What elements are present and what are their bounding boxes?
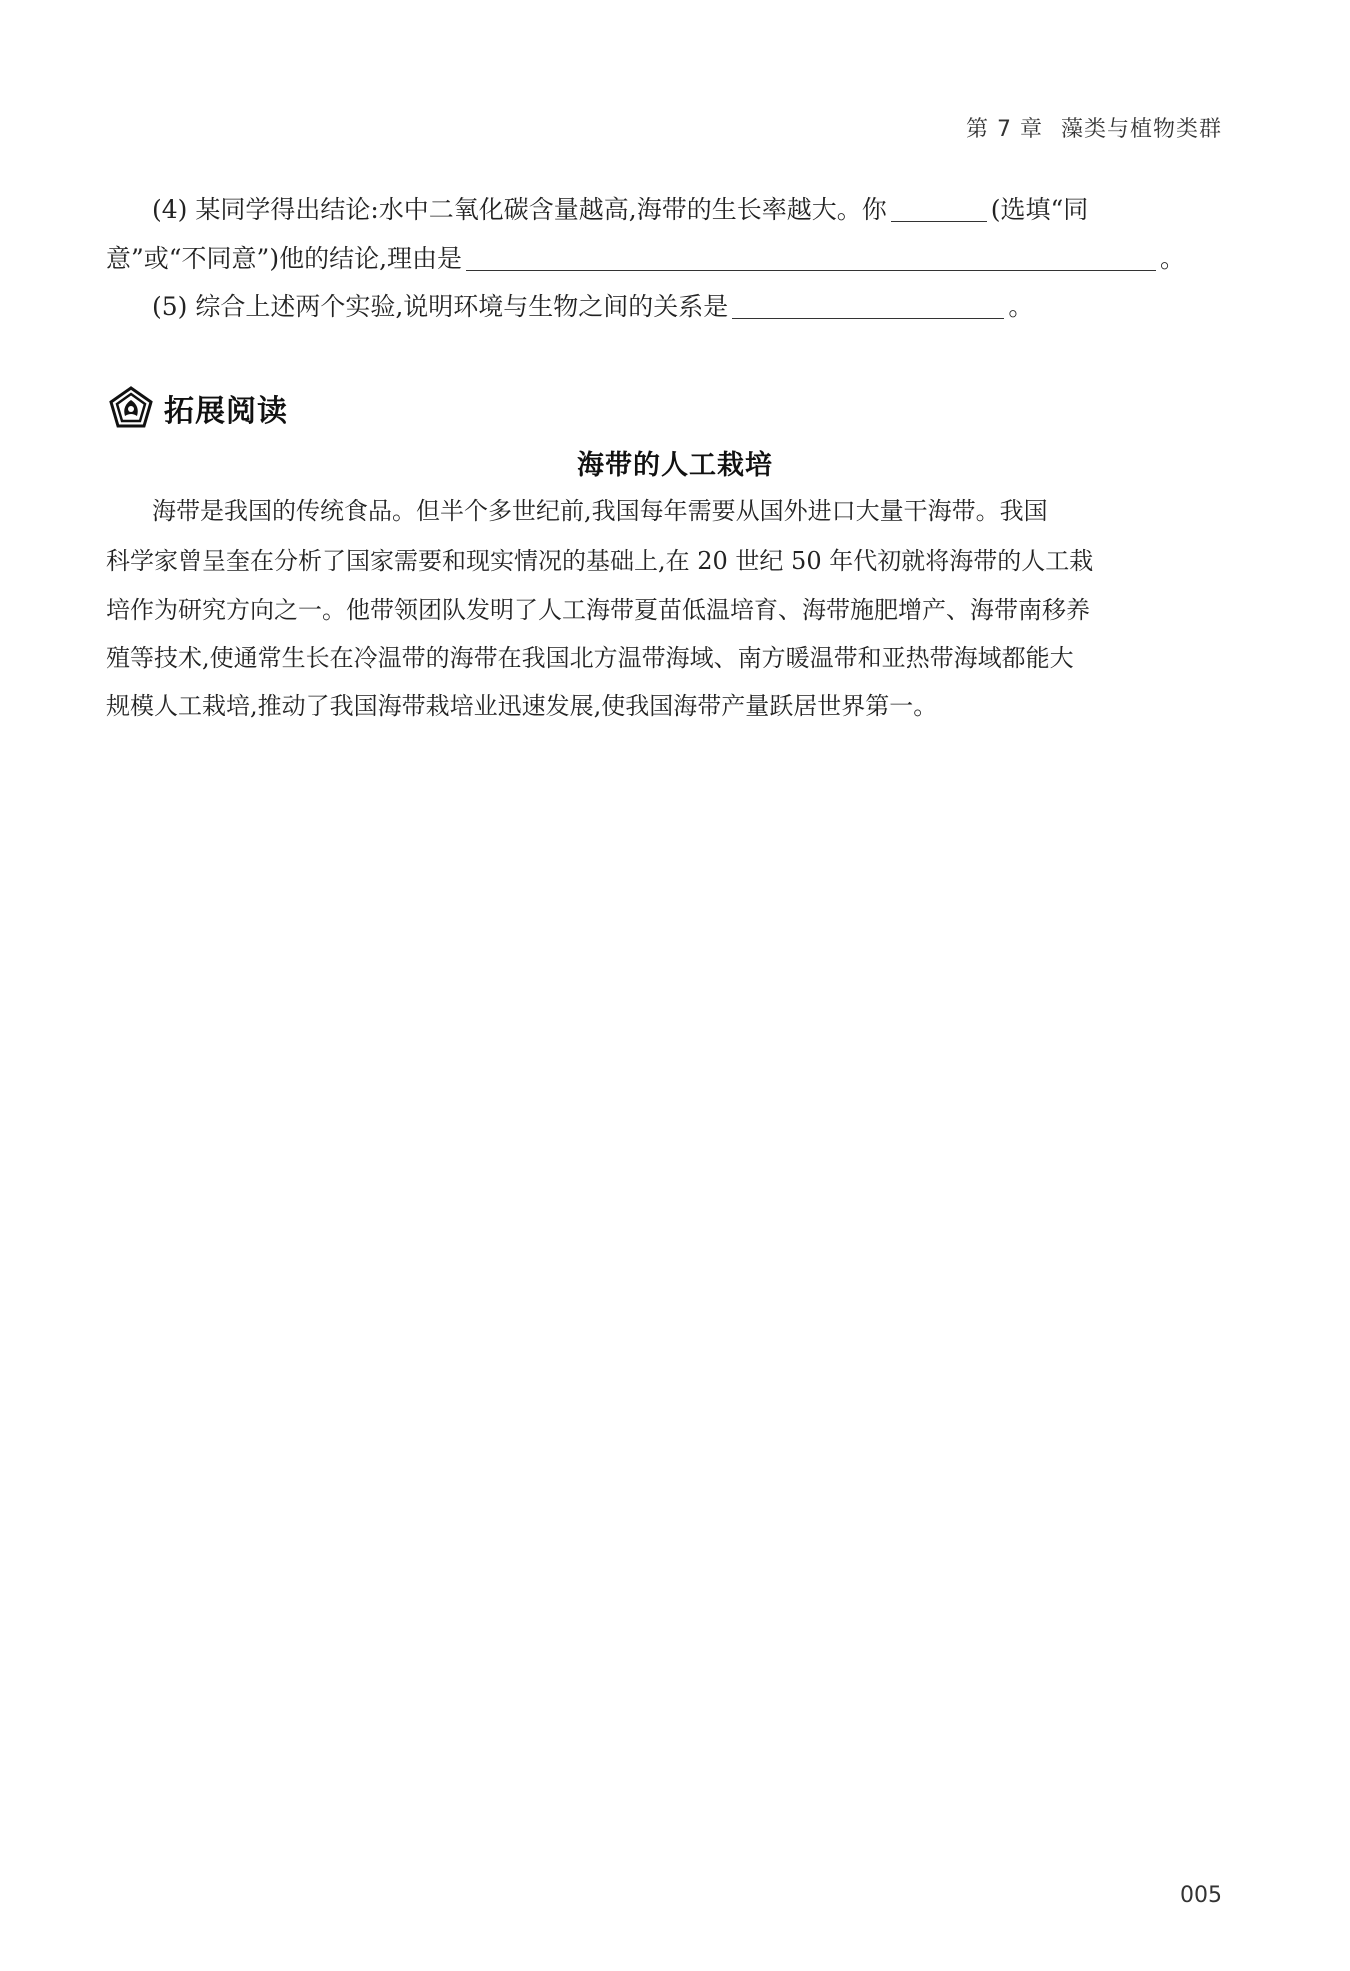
answer-blank-agree[interactable] <box>891 197 987 222</box>
question-4-text-c: 意”或“不同意”)他的结论,理由是 <box>106 244 463 273</box>
running-head <box>966 112 1222 143</box>
section-heading-text: 拓展阅读 <box>164 394 288 429</box>
ornament-badge-icon <box>108 386 154 430</box>
question-4-line-2 <box>106 244 1185 274</box>
article-line: 殖等技术,使通常生长在冷温带的海带在我国北方温带海域、南方暖温带和亚热带海域都能大 <box>106 644 1074 672</box>
question-5-text-a: (5) 综合上述两个实验,说明环境与生物之间的关系是 <box>152 292 729 321</box>
question-5-text-b: 。 <box>1008 292 1034 321</box>
page-number: 005 <box>1180 1883 1222 1908</box>
question-5-line-1 <box>152 292 1033 322</box>
article-line: 规模人工栽培,推动了我国海带栽培业迅速发展,使我国海带产量跃居世界第一。 <box>106 692 938 720</box>
question-4-text-b: (选填“同 <box>990 195 1089 224</box>
chapter-number: 第 7 章 <box>966 117 1043 142</box>
article-line: 科学家曾呈奎在分析了国家需要和现实情况的基础上,在 20 世纪 50 年代初就将海带的人工栽 <box>106 547 1094 575</box>
question-4-text-d: 。 <box>1160 244 1186 273</box>
article-line: 培作为研究方向之一。他带领团队发明了人工海带夏苗低温培育、海带施肥增产、海带南移养 <box>106 596 1090 624</box>
answer-blank-relationship[interactable] <box>732 294 1004 319</box>
section-heading <box>108 386 288 430</box>
article-line: 海带是我国的传统食品。但半个多世纪前,我国每年需要从国外进口大量干海带。我国 <box>152 497 1048 525</box>
question-4-text-a: (4) 某同学得出结论:水中二氧化碳含量越高,海带的生长率越大。你 <box>152 195 887 224</box>
question-4-line-1 <box>152 195 1088 225</box>
answer-blank-reason[interactable] <box>466 246 1156 271</box>
chapter-title: 藻类与植物类群 <box>1060 117 1222 142</box>
article-title: 海带的人工栽培 <box>577 450 773 481</box>
